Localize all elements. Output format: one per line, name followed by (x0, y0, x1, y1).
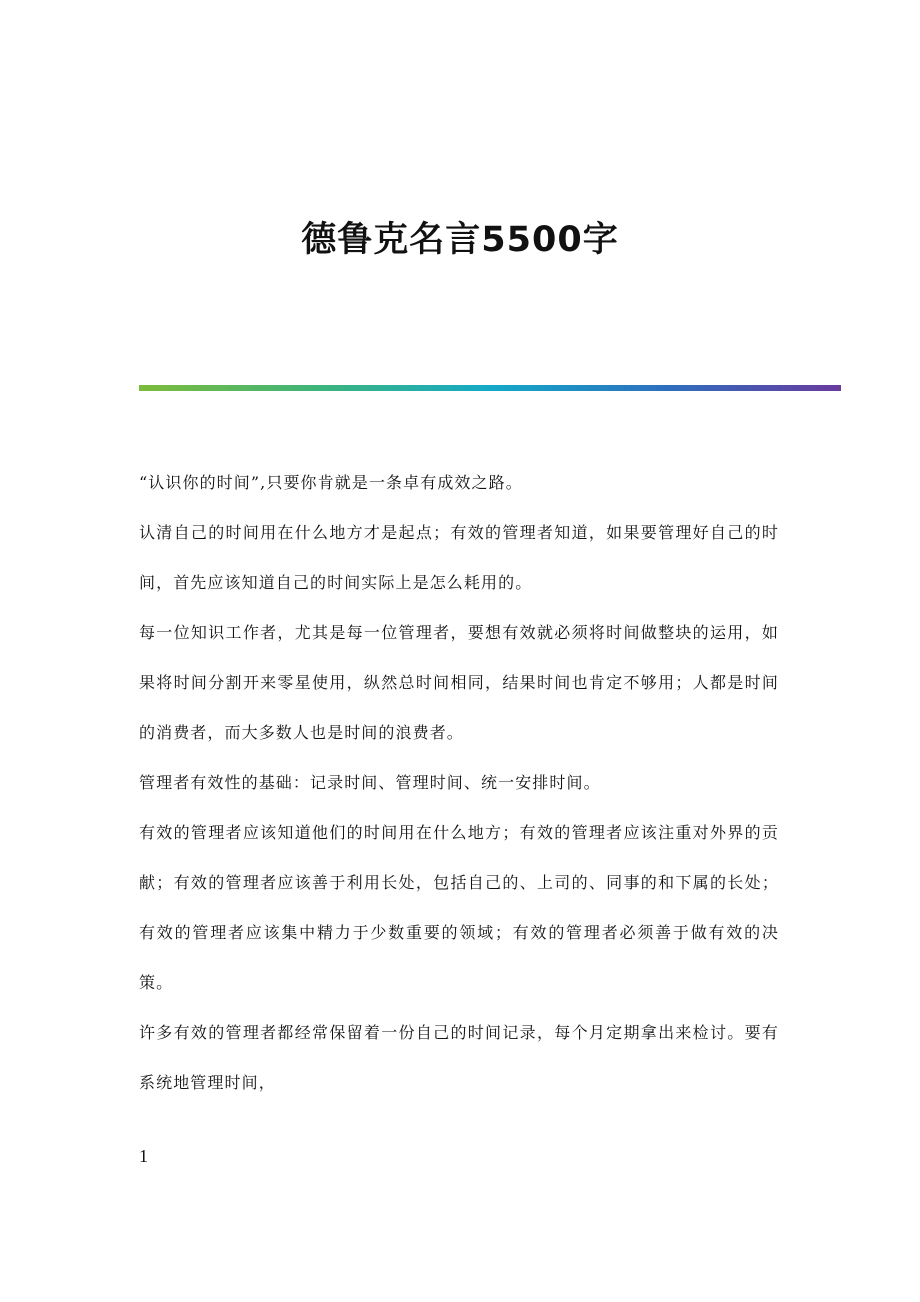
paragraph-1: “认识你的时间”,只要你肯就是一条卓有成效之路。 (139, 473, 523, 492)
body-text (139, 458, 779, 1108)
paragraph-4: 管理者有效性的基础：记录时间、管理时间、统一安排时间。 (139, 773, 601, 792)
gradient-divider (139, 385, 841, 391)
page-number: 1 (139, 1146, 148, 1166)
paragraph-5: 有效的管理者应该知道他们的时间用在什么地方；有效的管理者应该注重对外界的贡献；有效的管理者应该善于利用长处，包括自己的、上司的、同事的和下属的长处；有效的管理者应该集中精力于少数重要的领域；有效的管理者必须善于做有效的决策。 (139, 823, 779, 992)
paragraph-2: 认清自己的时间用在什么地方才是起点；有效的管理者知道，如果要管理好自己的时间，首先应该知道自己的时间实际上是怎么耗用的。 (139, 523, 779, 592)
paragraph-6: 许多有效的管理者都经常保留着一份自己的时间记录，每个月定期拿出来检讨。要有系统地管理时间， (139, 1023, 779, 1092)
paragraph-3: 每一位知识工作者，尤其是每一位管理者，要想有效就必须将时间做整块的运用，如果将时间分割开来零星使用，纵然总时间相同，结果时间也肯定不够用；人都是时间的消费者，而大多数人也是时间的浪费者。 (139, 623, 779, 742)
page-title: 德鲁克名言5500字 (301, 220, 619, 260)
